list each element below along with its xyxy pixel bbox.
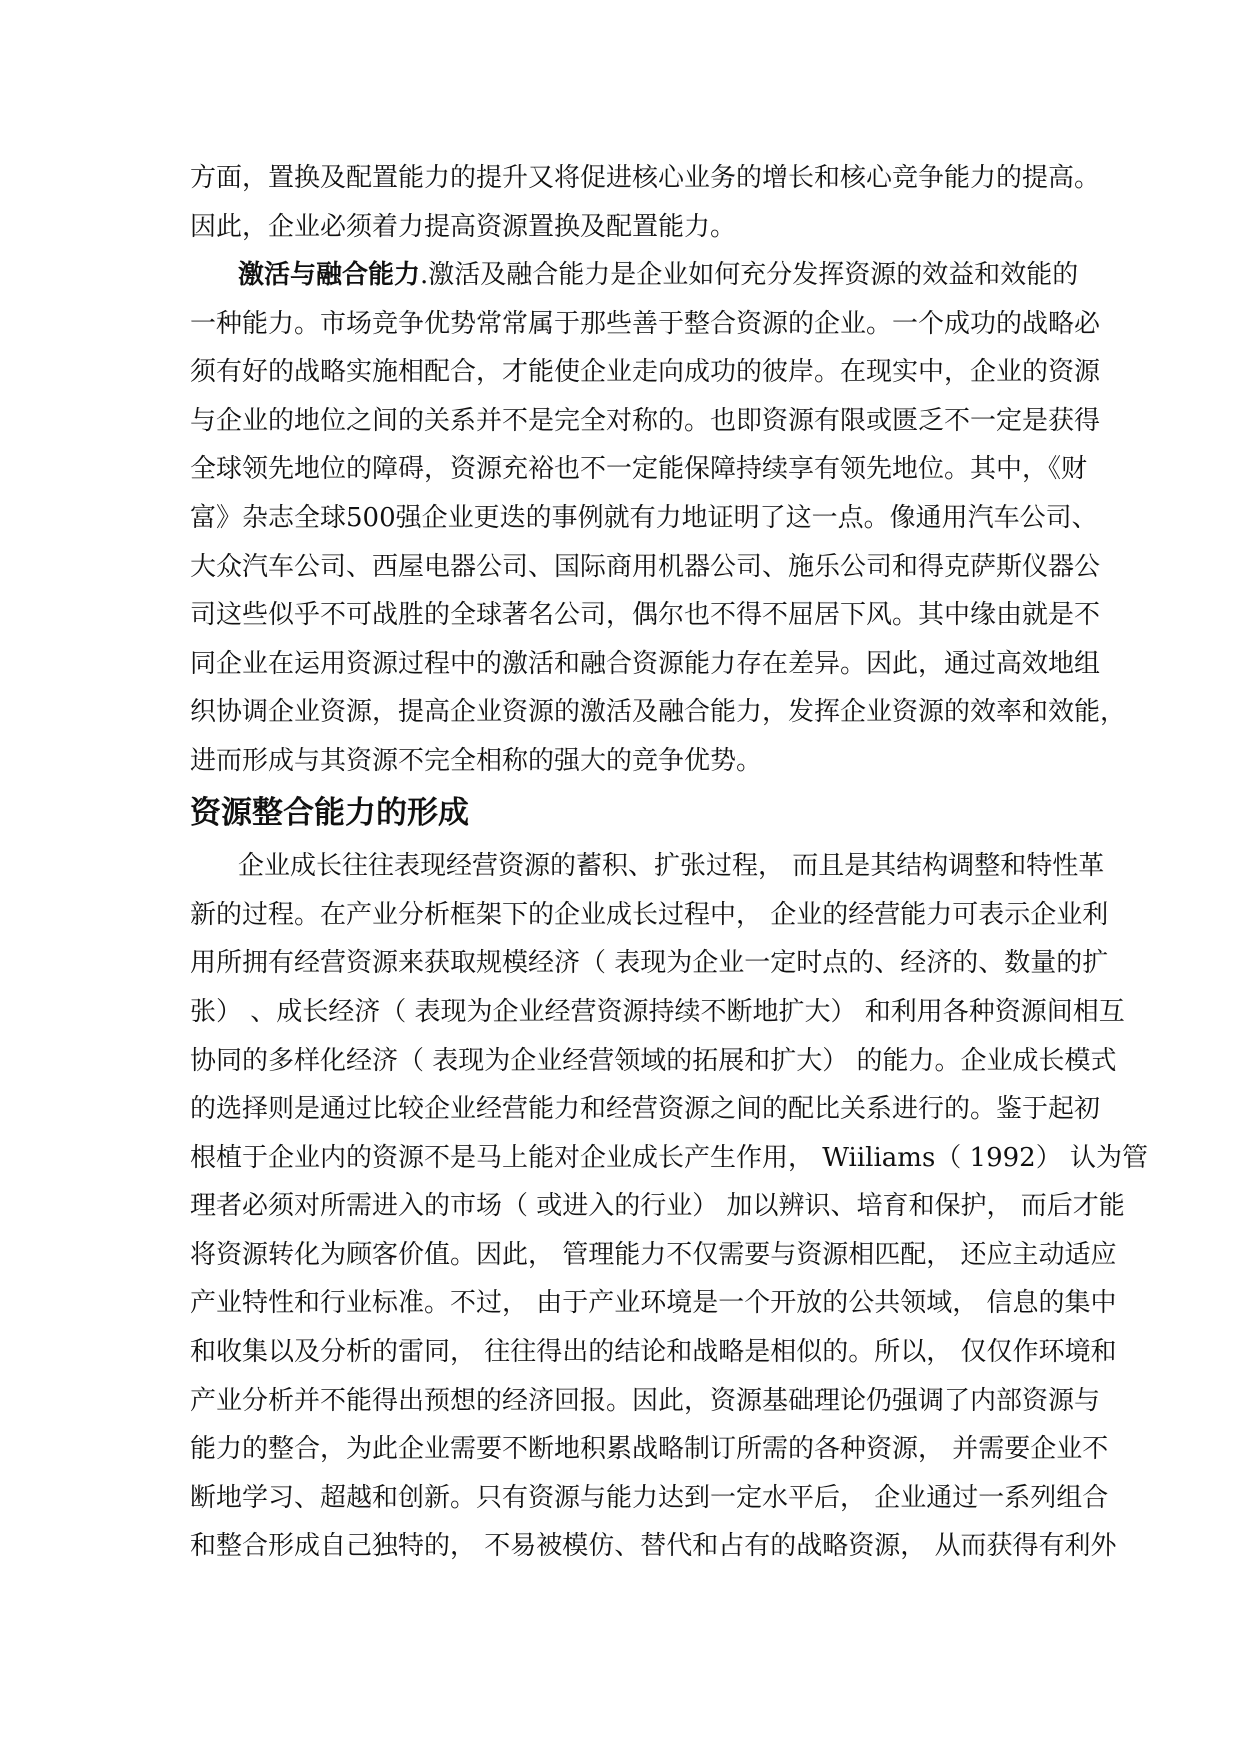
paragraph-line: 能力的整合，为此企业需要不断地积累战略制订所需的各种资源， 并需要企业不 [190, 1434, 1109, 1464]
paragraph-line: 司这些似乎不可战胜的全球著名公司，偶尔也不得不屈居下风。其中缘由就是不 [190, 600, 1101, 630]
paragraph-line: 产业分析并不能得出预想的经济回报。因此，资源基础理论仍强调了内部资源与 [190, 1386, 1101, 1416]
paragraph-line: 须有好的战略实施相配合，才能使企业走向成功的彼岸。在现实中，企业的资源 [190, 357, 1101, 387]
paragraph-lead-term: 激活与融合能力 [238, 260, 421, 290]
section-heading: 资源整合能力的形成 [190, 795, 469, 831]
paragraph-line: 大众汽车公司、西屋电器公司、国际商用机器公司、施乐公司和得克萨斯仪器公 [190, 552, 1101, 582]
paragraph-line: 和整合形成自己独特的， 不易被模仿、替代和占有的战略资源， 从而获得有利外 [190, 1531, 1117, 1561]
paragraph-line: 一种能力。市场竞争优势常常属于那些善于整合资源的企业。一个成功的战略必 [190, 309, 1101, 339]
paragraph-line: 的选择则是通过比较企业经营能力和经营资源之间的配比关系进行的。鉴于起初 [190, 1094, 1101, 1124]
paragraph-line: 理者必须对所需进入的市场（ 或进入的行业） 加以辨识、培育和保护， 而后才能 [190, 1191, 1125, 1221]
paragraph-line: 因此，企业必须着力提高资源置换及配置能力。 [190, 212, 737, 242]
paragraph-line: 用所拥有经营资源来获取规模经济（ 表现为企业一定时点的、经济的、数量的扩 [190, 948, 1109, 978]
paragraph-line: 企业成长往往表现经营资源的蓄积、扩张过程， 而且是其结构调整和特性革 [238, 851, 1105, 881]
paragraph-line: 织协调企业资源，提高企业资源的激活及融合能力，发挥企业资源的效率和效能， [190, 697, 1127, 727]
paragraph-line: 进而形成与其资源不完全相称的强大的竞争优势。 [190, 746, 763, 776]
paragraph-line: 新的过程。在产业分析框架下的企业成长过程中， 企业的经营能力可表示企业利 [190, 900, 1109, 930]
paragraph-first-line [238, 260, 1078, 290]
paragraph-line: 全球领先地位的障碍，资源充裕也不一定能保障持续享有领先地位。其中，《财 [190, 454, 1088, 484]
paragraph-line: 将资源转化为顾客价值。因此， 管理能力不仅需要与资源相匹配， 还应主动适应 [190, 1240, 1117, 1270]
paragraph-line: 协同的多样化经济（ 表现为企业经营领域的拓展和扩大） 的能力。企业成长模式 [190, 1046, 1117, 1076]
paragraph-line: 张） 、成长经济（ 表现为企业经营资源持续不断地扩大） 和利用各种资源间相互 [190, 997, 1125, 1027]
paragraph-line: 产业特性和行业标准。不过， 由于产业环境是一个开放的公共领域， 信息的集中 [190, 1288, 1117, 1318]
paragraph-line: 富》杂志全球500强企业更迭的事例就有力地证明了这一点。像通用汽车公司、 [190, 503, 1098, 533]
paragraph-line: 断地学习、超越和创新。只有资源与能力达到一定水平后， 企业通过一系列组合 [190, 1483, 1109, 1513]
paragraph-line: 与企业的地位之间的关系并不是完全对称的。也即资源有限或匮乏不一定是获得 [190, 406, 1101, 436]
paragraph-line: 根植于企业内的资源不是马上能对企业成长产生作用， Wiiliams（ 1992） 认为管 [190, 1143, 1148, 1173]
paragraph-line-rest: .激活及融合能力是企业如何充分发挥资源的效益和效能的 [420, 260, 1079, 290]
paragraph-line: 方面，置换及配置能力的提升又将促进核心业务的增长和核心竞争能力的提高。 [190, 163, 1101, 193]
paragraph-line: 和收集以及分析的雷同， 往往得出的结论和战略是相似的。所以， 仅仅作环境和 [190, 1337, 1117, 1367]
paragraph-line: 同企业在运用资源过程中的激活和融合资源能力存在差异。因此，通过高效地组 [190, 649, 1101, 679]
